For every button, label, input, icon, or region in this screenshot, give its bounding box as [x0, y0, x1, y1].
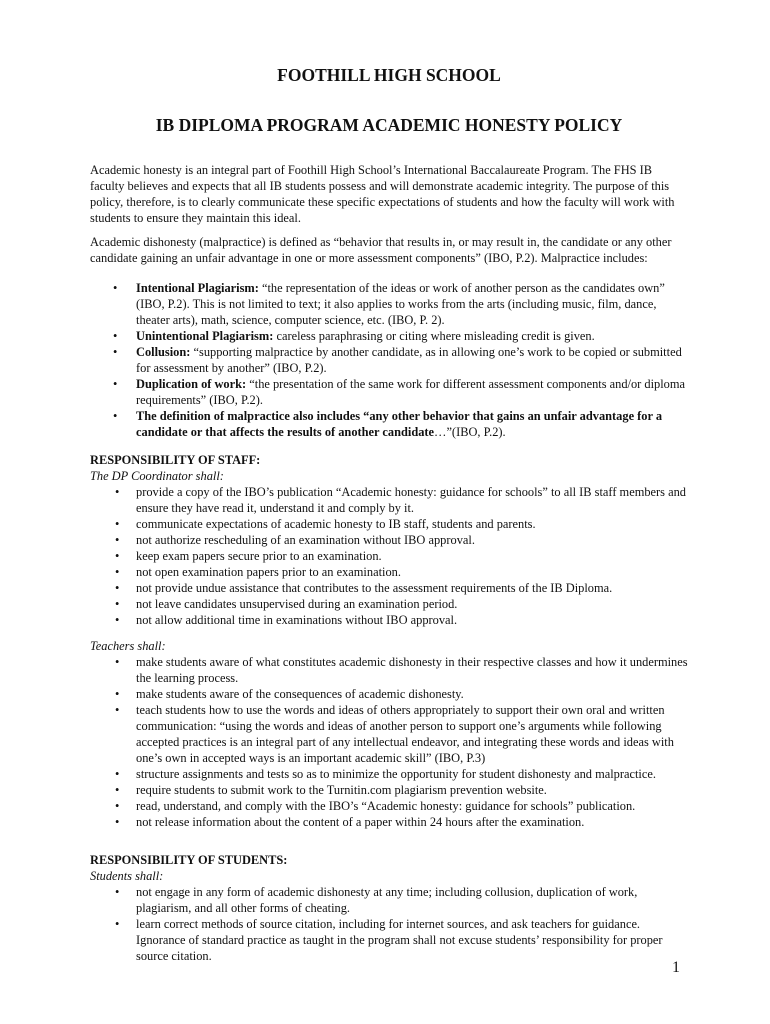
- definition-paragraph: Academic dishonesty (malpractice) is defined as “behavior that results in, or may result in, the candidate or any other candidate gaining an unfair advantage in one or more assessment components” (IBO, P.2). Malpractice includes:: [90, 235, 672, 265]
- students-list: [90, 884, 688, 964]
- students-heading: RESPONSIBILITY OF STUDENTS:: [90, 853, 288, 867]
- page-number: 1: [672, 959, 680, 976]
- malpractice-term: Duplication of work:: [136, 377, 247, 391]
- students-label: Students shall:: [90, 869, 164, 883]
- malpractice-text: “the representation of the ideas or work of another person as the candidates own” (IBO, P.2). This is not limited to text; it also applies to works from the arts (including music, film, dance, theater arts), math, science, computer science, etc. (IBO, P. 2).: [136, 281, 665, 327]
- list-item: • communicate expectations of academic honesty to IB staff, students and parents.: [90, 516, 688, 532]
- malpractice-text: careless paraphrasing or citing where misleading credit is given.: [273, 329, 595, 343]
- list-item: • make students aware of the consequences of academic dishonesty.: [90, 686, 688, 702]
- malpractice-text: “the presentation of the same work for different assessment components and/or diploma requirements” (IBO, P.2).: [136, 377, 685, 407]
- teachers-label: Teachers shall:: [90, 639, 166, 653]
- malpractice-term: Intentional Plagiarism:: [136, 281, 259, 295]
- list-item: • not authorize rescheduling of an examination without IBO approval.: [90, 532, 688, 548]
- malpractice-term: Unintentional Plagiarism:: [136, 329, 274, 343]
- malpractice-item: [90, 408, 688, 440]
- malpractice-item: [90, 344, 688, 376]
- intro-paragraph: Academic honesty is an integral part of Foothill High School’s International Baccalaureate Program. The FHS IB faculty believes and expects that all IB students possess and will demonstrate academic integrity. The purpose of this policy, therefore, is to clearly communicate these specific expectations of students and how the faculty will work with students to ensure they maintain this ideal.: [90, 163, 675, 225]
- list-item: • not allow additional time in examinations without IBO approval.: [90, 612, 688, 628]
- malpractice-text: …”(IBO, P.2).: [434, 425, 506, 439]
- malpractice-item: [90, 280, 688, 328]
- malpractice-term: The definition of malpractice also includes “any other behavior that gains an unfair advantage for a candidate or that affects the results of another candidate: [136, 409, 663, 439]
- list-item: • teach students how to use the words and ideas of others appropriately to support their own oral and written communication: “using the words and ideas of another person to support one’s arguments while following accepted practices is an integral part of any intellectual endeavor, and integrating these words and ideas with one’s own in accepted ways is an important academic skill” (IBO, P.3): [90, 702, 688, 766]
- coordinator-list: [90, 484, 688, 628]
- policy-title: IB DIPLOMA PROGRAM ACADEMIC HONESTY POLICY: [155, 115, 623, 135]
- staff-heading: RESPONSIBILITY OF STAFF:: [90, 453, 261, 467]
- teachers-list: [90, 654, 688, 830]
- malpractice-text: “supporting malpractice by another candidate, as in allowing one’s work to be copied or submitted for assessment by another” (IBO, P.2).: [136, 345, 682, 375]
- list-item: • require students to submit work to the Turnitin.com plagiarism prevention website.: [90, 782, 688, 798]
- list-item: • read, understand, and comply with the IBO’s “Academic honesty: guidance for schools” publication.: [90, 798, 688, 814]
- list-item: • not engage in any form of academic dishonesty at any time; including collusion, duplication of work, plagiarism, and all other forms of cheating.: [90, 884, 688, 916]
- malpractice-item: [90, 376, 688, 408]
- school-title: FOOTHILL HIGH SCHOOL: [277, 65, 501, 85]
- list-item: • not open examination papers prior to an examination.: [90, 564, 688, 580]
- list-item: • structure assignments and tests so as to minimize the opportunity for student dishonesty and malpractice.: [90, 766, 688, 782]
- coordinator-label: The DP Coordinator shall:: [90, 469, 224, 483]
- list-item: • provide a copy of the IBO’s publication “Academic honesty: guidance for schools” to all IB staff members and ensure they have read it, understand it and comply by it.: [90, 484, 688, 516]
- list-item: • not release information about the content of a paper within 24 hours after the examination.: [90, 814, 688, 830]
- list-item: • not provide undue assistance that contributes to the assessment requirements of the IB Diploma.: [90, 580, 688, 596]
- malpractice-list: [90, 280, 688, 440]
- list-item: • make students aware of what constitutes academic dishonesty in their respective classes and how it undermines the learning process.: [90, 654, 688, 686]
- malpractice-item: [90, 328, 688, 344]
- list-item: • keep exam papers secure prior to an examination.: [90, 548, 688, 564]
- malpractice-term: Collusion:: [136, 345, 191, 359]
- list-item: • learn correct methods of source citation, including for internet sources, and ask teachers for guidance. Ignorance of standard practice as taught in the program shall not excuse students’ responsibility for proper source citation.: [90, 916, 688, 964]
- list-item: • not leave candidates unsupervised during an examination period.: [90, 596, 688, 612]
